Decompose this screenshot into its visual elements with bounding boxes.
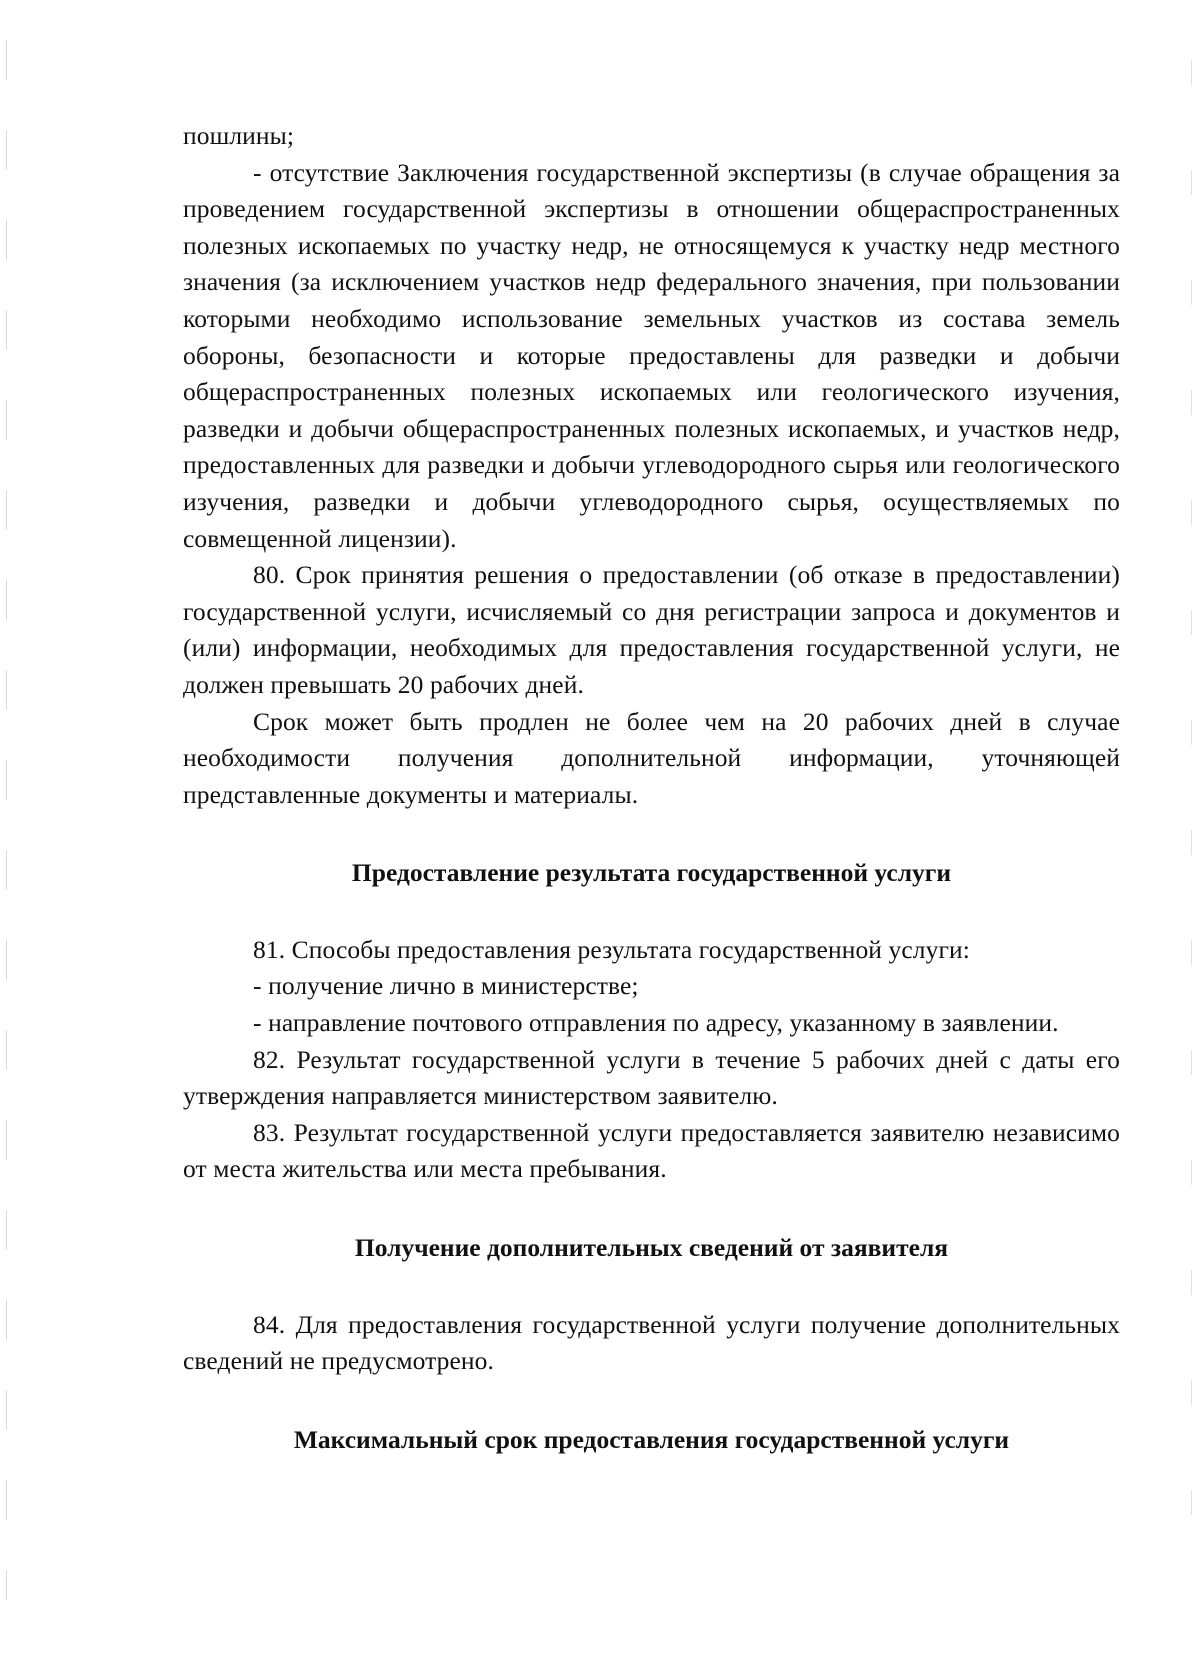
paragraph-expertise-absence: - отсутствие Заключения государственной экспертизы (в случае обращения за проведением государственной экспертизы в отношении общераспространенных полезных ископаемых по участку недр, не относящемуся к участку недр местного значения (за исключением участков недр федерального значения, при пользовании которыми необходимо использование земельных участков из состава земель обороны, безопасности и которые предоставлены для разведки и добычи общераспространенных полезных ископаемых или геологического изучения, разведки и добычи общераспространенных полезных ископаемых, и участков недр, предоставленных для разведки и добычи углеводородного сырья или геологического изучения, разведки и добычи углеводородного сырья, осуществляемых по совмещенной лицензии). — [183, 157, 1120, 553]
section-heading-result: Предоставление результата государственной услуги — [351, 858, 952, 888]
paragraph-81: 81. Способы предоставления результата государственной услуги: — [253, 934, 970, 964]
paragraph-extension: Срок может быть продлен не более чем на 20 рабочих дней в случае необходимости получения дополнительной информации, уточняющей представленные документы и материалы. — [183, 706, 1120, 809]
section-heading-max-term: Максимальный срок предоставления государственной услуги — [293, 1424, 1010, 1454]
paragraph-continuation: пошлины; — [183, 121, 295, 150]
section-heading-additional-info: Получение дополнительных сведений от заявителя — [354, 1233, 949, 1263]
scan-edge-left — [6, 40, 7, 1600]
paragraph-82: 82. Результат государственной услуги в течение 5 рабочих дней с даты его утверждения направляется министерством заявителю. — [183, 1044, 1120, 1111]
paragraph-80: 80. Срок принятия решения о предоставлении (об отказе в предоставлении) государственной услуги, исчисляемый со дня регистрации запроса и документов и (или) информации, необходимых для предоставления государственной услуги, не должен превышать 20 рабочих дней. — [183, 560, 1120, 699]
paragraph-84: 84. Для предоставления государственной услуги получение дополнительных сведений не предусмотрено. — [183, 1309, 1120, 1376]
scan-edge-right — [1191, 60, 1192, 1580]
paragraph-81-item-2: - направление почтового отправления по адресу, указанному в заявлении. — [253, 1008, 1059, 1038]
paragraph-83: 83. Результат государственной услуги предоставляется заявителю независимо от места жительства или места пребывания. — [183, 1117, 1120, 1184]
paragraph-81-item-1: - получение лично в министерстве; — [253, 971, 639, 1001]
